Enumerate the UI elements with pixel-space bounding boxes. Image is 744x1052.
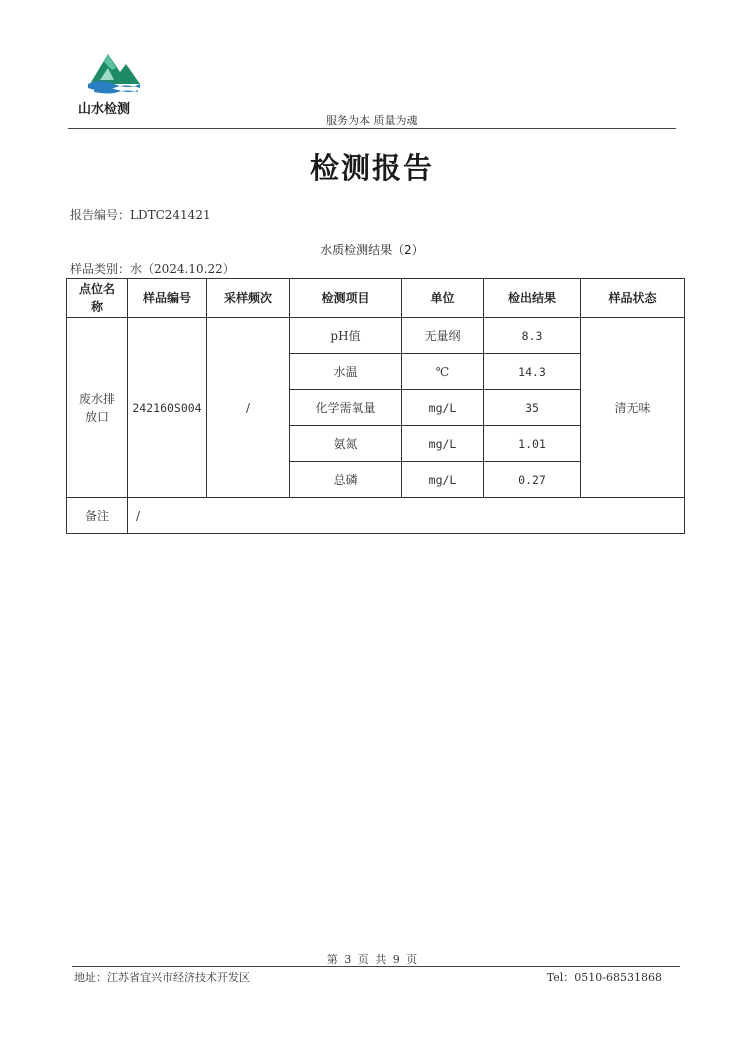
table-row [67,318,685,354]
header-divider [68,128,676,129]
item-cell: 总磷 [290,462,402,498]
item-cell: 水温 [290,354,402,390]
page-title: 检测报告 [309,151,434,185]
header-item: 检测项目 [290,279,402,318]
unit-cell: 无量纲 [402,318,484,354]
result-cell: 14.3 [484,354,581,390]
result-cell: 35 [484,390,581,426]
unit-cell: mg/L [402,426,484,462]
header-location: 点位名称 [67,279,128,318]
header-unit: 单位 [402,279,484,318]
item-cell: 化学需氧量 [290,390,402,426]
header-status: 样品状态 [581,279,685,318]
frequency-cell: / [207,318,290,498]
header-result: 检出结果 [484,279,581,318]
unit-cell: mg/L [402,462,484,498]
item-cell: 氨氮 [290,426,402,462]
footer-divider [72,966,680,967]
footer-tel: Tel：0510-68531868 [546,971,662,984]
footer-address: 地址：江苏省宜兴市经济技术开发区 [74,971,250,984]
item-cell: pH值 [290,318,402,354]
table-header-row [67,279,685,318]
result-cell: 1.01 [484,426,581,462]
slogan: 服务为本 质量为魂 [326,114,418,127]
company-logo [78,50,150,116]
report-number: 报告编号：LDTC241421 [70,208,211,222]
unit-cell: ℃ [402,354,484,390]
logo-text: 山水检测 [78,102,131,117]
sample-type: 样品类别：水（2024.10.22） [70,262,235,276]
remark-label: 备注 [67,498,128,534]
results-table [66,278,685,534]
page-number: 第 3 页 共 9 页 [326,953,418,966]
remark-row [67,498,685,534]
unit-cell: mg/L [402,390,484,426]
sample-no-cell: 242160S004 [128,318,207,498]
result-cell: 8.3 [484,318,581,354]
mountain-water-logo-icon [86,50,142,94]
header-frequency: 采样频次 [207,279,290,318]
status-cell: 清无味 [581,318,685,498]
table-caption: 水质检测结果（2） [320,243,424,257]
location-cell: 废水排放口 [67,318,128,498]
result-cell: 0.27 [484,462,581,498]
header-sample-no: 样品编号 [128,279,207,318]
remark-value: / [128,498,685,534]
